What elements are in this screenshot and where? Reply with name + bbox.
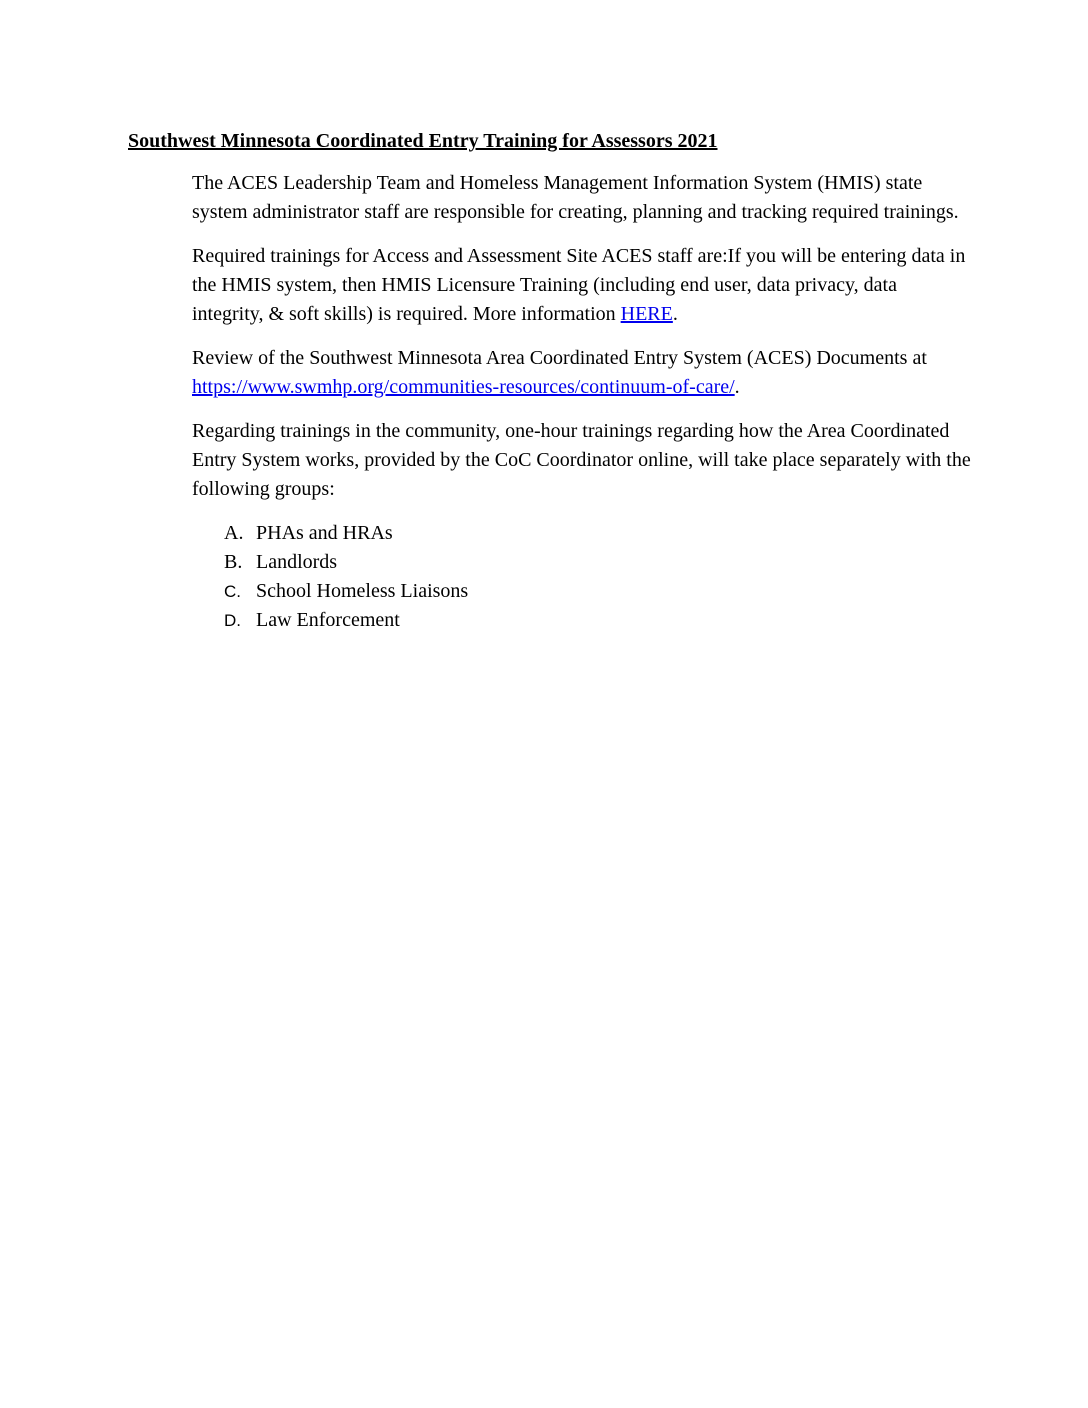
- paragraph-required-trainings: [192, 242, 972, 329]
- list-marker: B.: [224, 551, 243, 573]
- training-groups-list: [192, 519, 972, 635]
- document-body: [192, 169, 972, 635]
- list-item-label: Landlords: [256, 551, 338, 573]
- paragraph-required-trainings-end: .: [672, 303, 678, 325]
- paragraph-community-trainings: Regarding trainings in the community, one-hour trainings regarding how the Area Coordinated Entry System works, provided by the CoC Coordinator online, will take place separately with the following groups:: [192, 420, 971, 500]
- paragraph-review-documents-end: .: [734, 376, 740, 398]
- paragraph-review-documents-text: Review of the Southwest Minnesota Area Coordinated Entry System (ACES) Documents at: [192, 347, 927, 369]
- list-item: [224, 606, 972, 635]
- list-marker: D.: [224, 611, 241, 630]
- list-marker: C.: [224, 582, 241, 601]
- list-item-label: PHAs and HRAs: [256, 522, 393, 544]
- paragraph-review-documents: [192, 344, 972, 402]
- paragraph-responsibility: The ACES Leadership Team and Homeless Management Information System (HMIS) state system administrator staff are responsible for creating, planning and tracking required trainings.: [192, 172, 959, 223]
- list-marker: A.: [224, 522, 244, 544]
- more-information-link[interactable]: HERE: [620, 303, 673, 325]
- list-item-label: Law Enforcement: [256, 609, 400, 631]
- paragraph-required-trainings-text: Required trainings for Access and Assessment Site ACES staff are:If you will be entering data in the HMIS system, then HMIS Licensure Training (including end user, data privacy, data integrity, & soft skills) is required. More information: [192, 245, 966, 325]
- list-item: [224, 519, 972, 548]
- swmhp-continuum-of-care-link[interactable]: https://www.swmhp.org/communities-resources/continuum-of-care/: [192, 376, 735, 398]
- document-title: Southwest Minnesota Coordinated Entry Training for Assessors 2021: [128, 130, 718, 152]
- list-item-label: School Homeless Liaisons: [256, 580, 469, 602]
- list-item: [224, 548, 972, 577]
- list-item: [224, 577, 972, 606]
